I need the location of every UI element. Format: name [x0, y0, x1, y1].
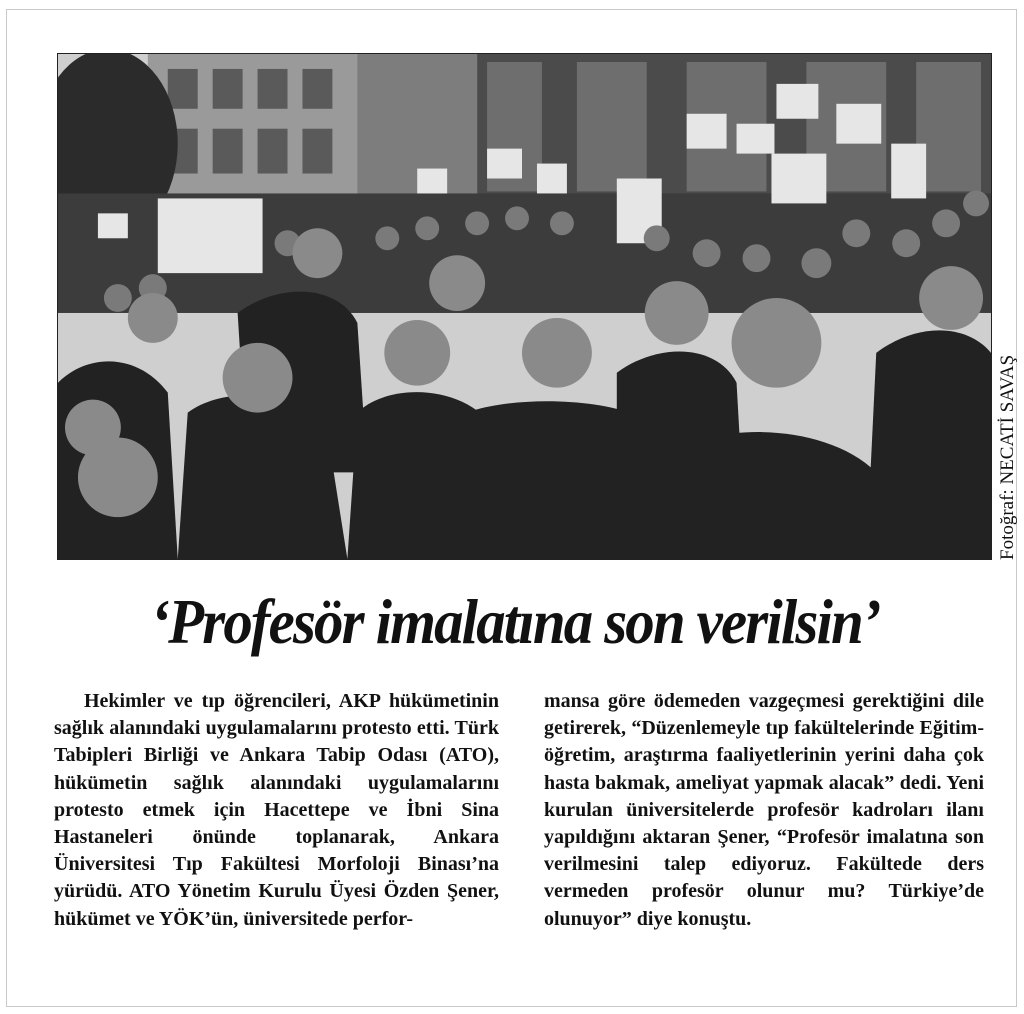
article-headline: ‘Profesör imalatına son verilsin’ [150, 586, 880, 657]
photo-credit [996, 265, 1020, 560]
article-column-right [544, 688, 984, 933]
protest-photo [57, 53, 992, 560]
article-paragraph-left: Hekimler ve tıp öğrencileri, AKP hükümetinin sağlık alanındaki uygulamalarını protesto etti. Türk Tabipleri Birliği ve Ankara Tabip Odası (ATO), hükümetin sağlık alanındaki uygulamalarını protesto etmek için Hacettepe ve İbni Sina Hastaneleri önünde toplanarak, Ankara Üniversitesi Tıp Fakültesi Morfoloji Binası’na yürüdü. ATO Yönetim Kurulu Üyesi Özden Şener, hükümet ve YÖK’ün, üniversitede perfor- [54, 690, 499, 930]
article-paragraph-right: mansa göre ödemeden vazgeçmesi gerektiğini dile getirerek, “Düzenlemeyle tıp fakültelerinde Eğitim-öğretim, araştırma faaliyetlerinin yerini daha çok hasta bakmak, ameliyat yapmak alacak” dedi. Yeni kurulan üniversitelerde profesör kadroları ilanı yapıldığını aktaran Şener, “Profesör imalatına son verilmesini talep ediyoruz. Fakültede ders vermeden profesör olunur mu? Türkiye’de olunuyor” diye konuştu. [544, 690, 984, 930]
protest-photo-illustration [58, 54, 991, 559]
photo-credit-text: Fotoğraf: NECATİ SAVAŞ [997, 354, 1018, 560]
article-column-left [54, 688, 499, 933]
